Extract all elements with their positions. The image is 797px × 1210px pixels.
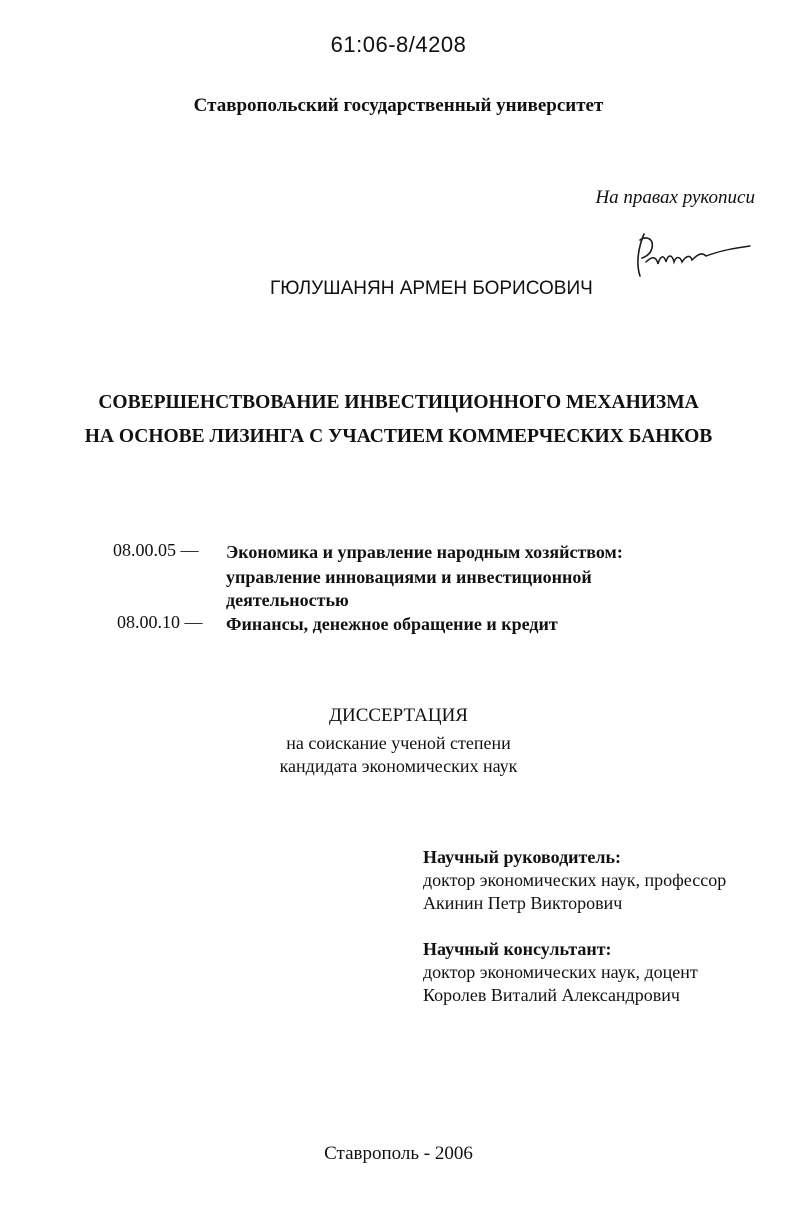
manuscript-rights-note: На правах рукописи [595,187,755,208]
author-name: ГЮЛУШАНЯН АРМЕН БОРИСОВИЧ [270,278,593,299]
document-type-heading: ДИССЕРТАЦИЯ [329,705,468,726]
supervisor-name: Акинин Петр Викторович [423,893,623,913]
university-name: Ставропольский государственный университет [193,95,604,116]
supervisor-label: Научный руководитель: [423,847,621,867]
specialty-text-line: Финансы, денежное обращение и кредит [226,614,558,634]
specialty-code: 08.00.05 — [113,540,199,560]
consultant-name: Королев Виталий Александрович [423,985,680,1005]
specialty-text-line: управление инновациями и инвестиционной [226,567,592,587]
dissertation-title-line-1: СОВЕРШЕНСТВОВАНИЕ ИНВЕСТИЦИОННОГО МЕХАНИЗМА [98,392,699,413]
archive-code: 61:06-8/4208 [330,32,467,57]
handwritten-signature [632,226,752,286]
degree-line-1: на соискание ученой степени [286,733,511,753]
supervisor-degree: доктор экономических наук, профессор [423,870,727,890]
degree-line-2: кандидата экономических наук [279,756,518,776]
specialty-text-line: Экономика и управление народным хозяйством: [226,542,623,562]
consultant-label: Научный консультант: [423,939,612,959]
dissertation-title-line-2: НА ОСНОВЕ ЛИЗИНГА С УЧАСТИЕМ КОММЕРЧЕСКИХ БАНКОВ [84,426,713,447]
specialty-text-line: деятельностью [226,590,349,610]
city-year: Ставрополь - 2006 [324,1143,473,1164]
consultant-degree: доктор экономических наук, доцент [423,962,698,982]
specialty-code: 08.00.10 — [117,612,203,632]
